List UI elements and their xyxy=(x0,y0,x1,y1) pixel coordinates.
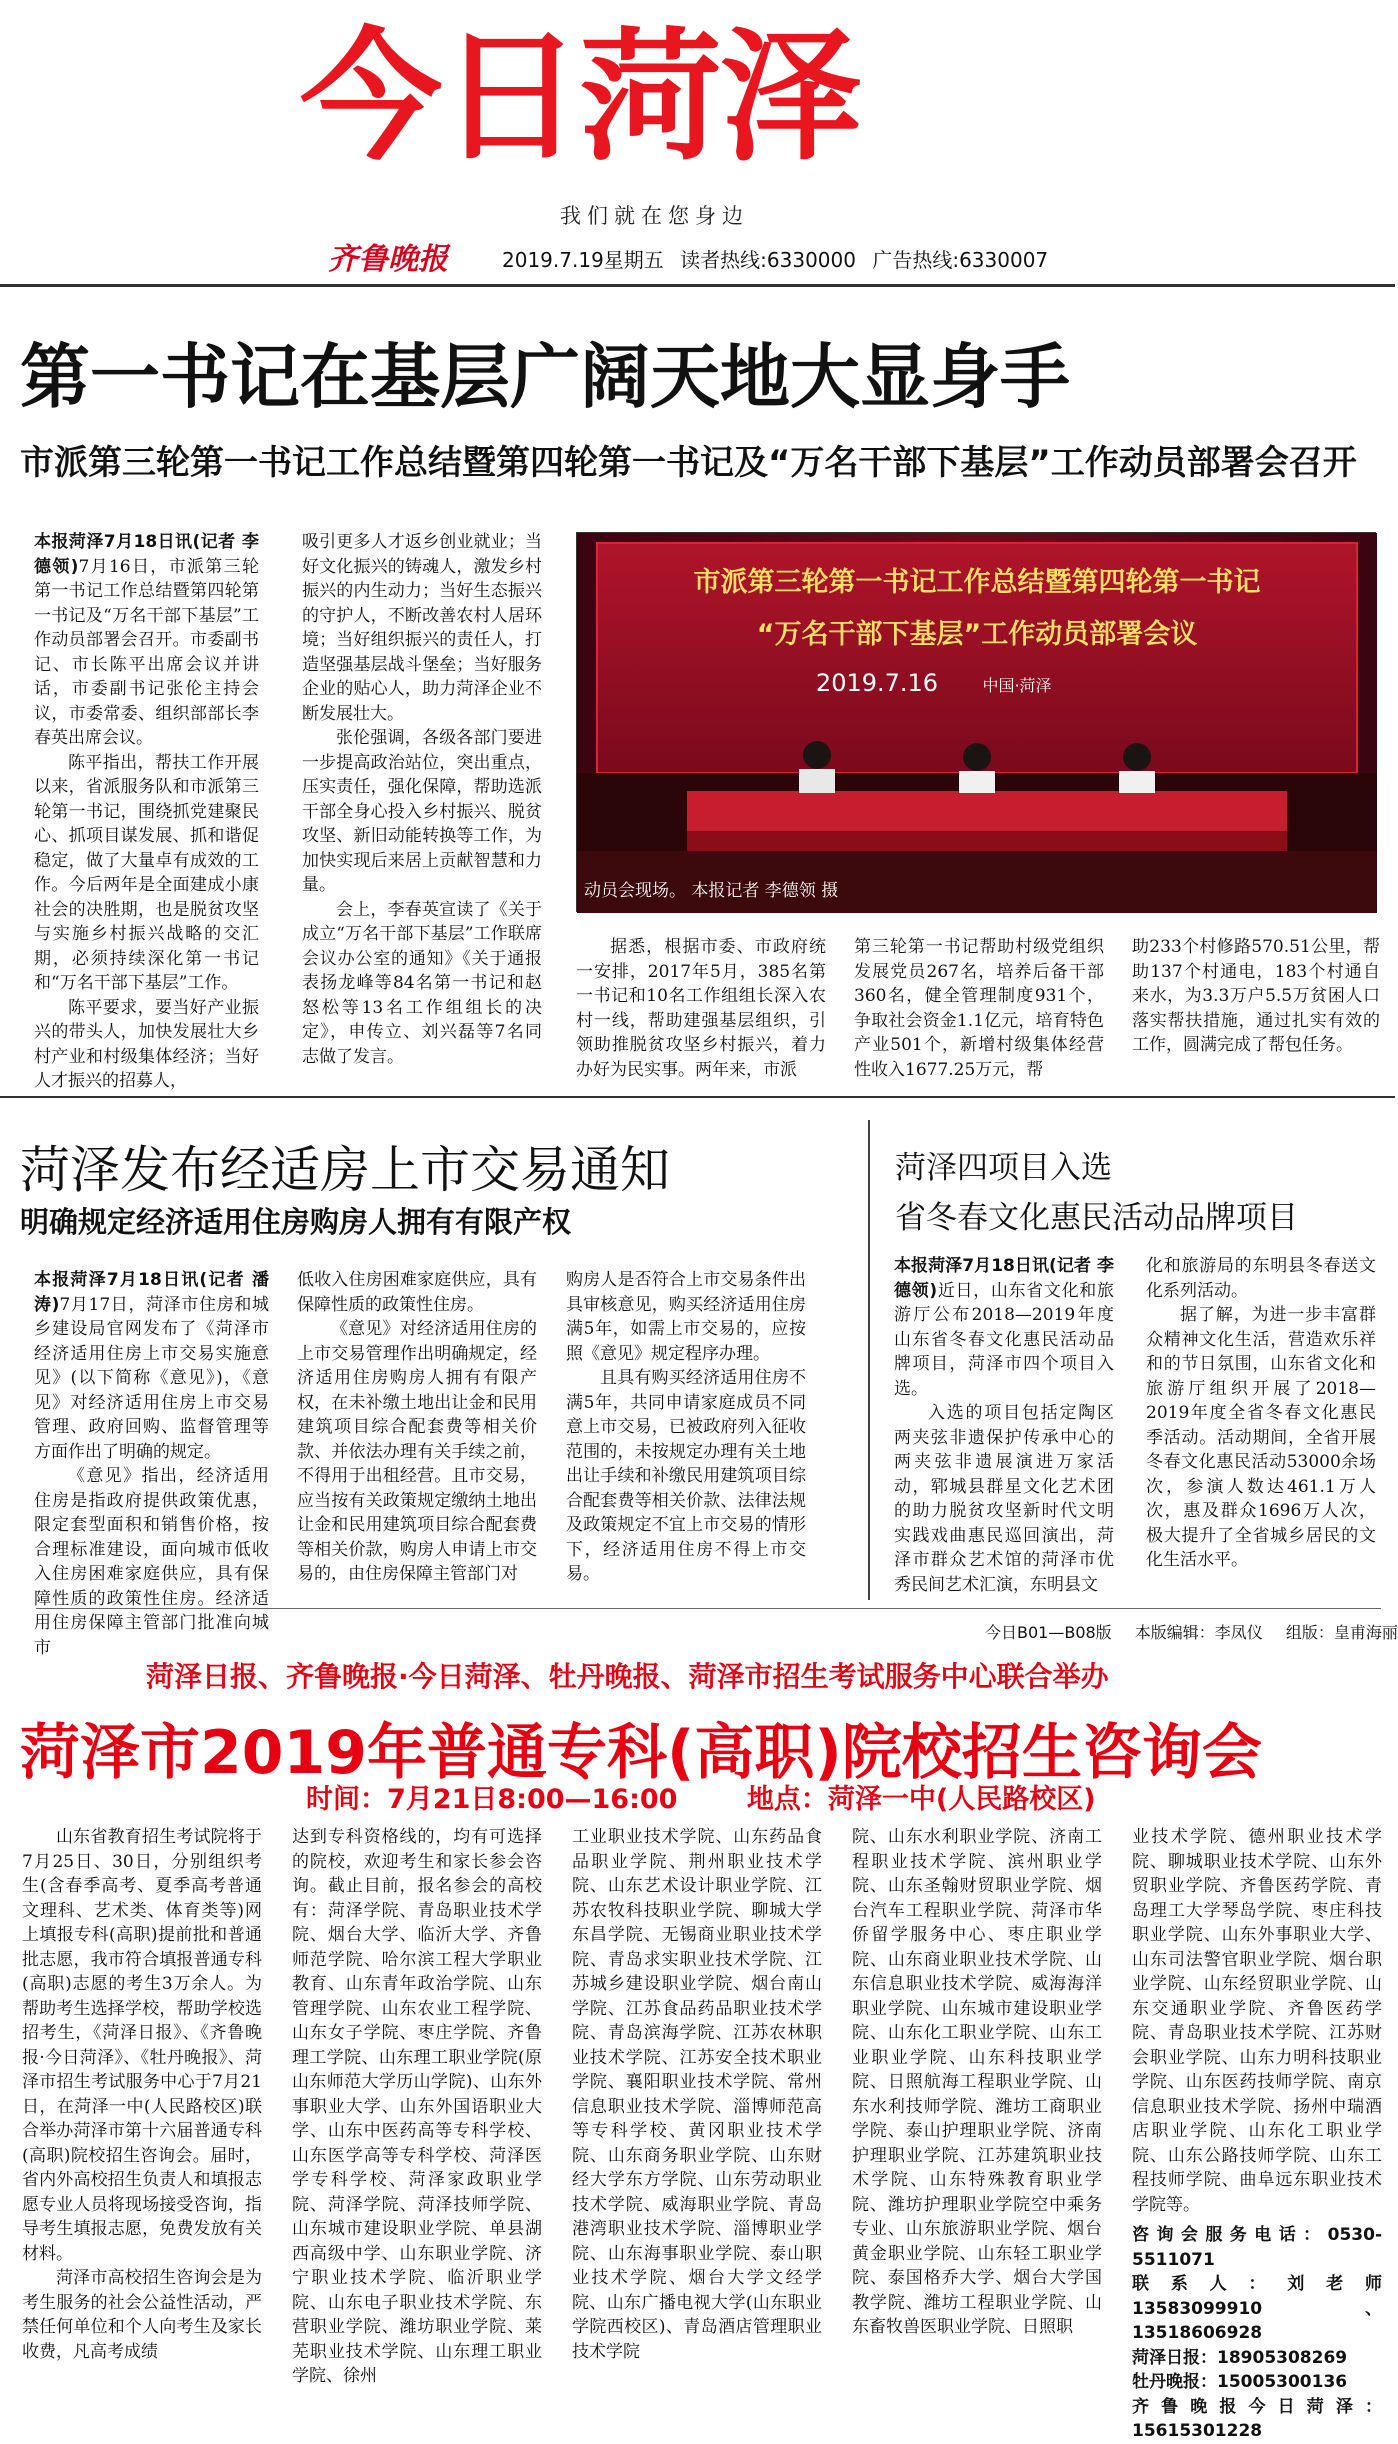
layout-info: 组版：皇甫海丽 xyxy=(1285,1623,1398,1642)
housing-col-1 xyxy=(34,1268,269,1658)
ad-contact-5: 齐鲁晚报今日菏泽：15615301228 xyxy=(1132,2396,1382,2441)
photo-caption: 动员会现场。 本报记者 李德领 摄 xyxy=(584,881,839,901)
lead-col3-text: 据悉，根据市委、市政府统一安排，2017年5月，385名第一书记和10名工作组组长深入农村一线，帮助建强基层组织，引领助推脱贫攻坚乡村振兴，着力办好为民实事。两年来，市派 xyxy=(576,937,826,1080)
culture-col2-text: 化和旅游局的东明县冬春送文化系列活动。 xyxy=(1146,1256,1376,1301)
housing-subhead: 明确规定经济适用住房购房人拥有有限产权 xyxy=(20,1205,572,1239)
lead-col-5 xyxy=(1132,935,1380,1075)
ad-col-4 xyxy=(852,1825,1102,2380)
culture-byline: 本报菏泽7月18日讯(记者 李德领) xyxy=(894,1256,1114,1301)
lead-col1-p3: 陈平要求，要当好产业振兴的带头人，加快发展壮大乡村产业和村级集体经济；当好人才振兴的招募人， xyxy=(34,997,259,1091)
ad-time-place xyxy=(306,1777,1096,1816)
brand-logo: 齐鲁晚报 xyxy=(328,242,448,277)
section-rule xyxy=(0,1096,1395,1098)
housing-byline: 本报菏泽7月18日讯(记者 潘涛) xyxy=(34,1270,269,1315)
photo-banner-2: “万名干部下基层”工作动员部署会议 xyxy=(756,619,1198,650)
ad-col1-text: 山东省教育招生考试院将于7月25日、30日，分别组织考生(含春季高考、夏季高考普通文理科、艺术类、体育类等)网上填报专科(高职)提前批和普通批志愿，我市符合填报普通专科(高职)志愿的考生3万余人。为帮助考生选择学校，帮助学校选招考生，《菏泽日报》、《齐鲁晚报·今日菏泽》、《牡丹晚报》、菏泽市招生考试服务中心于7月21日，在菏泽一中(人民路校区)联合举办菏泽市第十六届普通专科(高职)院校招生咨询会。届时，省内外高校招生负责人和填报志愿专业人员将现场接受咨询，指导考生填报志愿，免费发放有关材料。 xyxy=(22,1827,262,2264)
ad-col5-text: 业技术学院、德州职业技术学院、聊城职业技术学院、山东外贸职业学院、齐鲁医药学院、青岛理工大学琴岛学院、枣庄科技职业学院、山东外事职业大学、山东司法警官职业学院、烟台职业学院、山东经贸职业学院、山东交通职业学院、齐鲁医药学院、青岛职业技术学院、江苏财会职业学院、山东力明科技职业学院、山东医药技师学院、南京信息职业技术学院、扬州中瑞酒店职业学院、山东化工职业学院、山东公路技师学院、山东工程技师学院、曲阜远东职业技术学院等。 xyxy=(1132,1827,1382,2215)
culture-col2-p2: 据了解，为进一步丰富群众精神文化生活，营造欢乐祥和的节日氛围，山东省文化和旅游厅组织开展了2018—2019年度全省冬春文化惠民季活动。活动期间，全省开展冬春文化惠民活动53000余场次，参演人数达461.1万人次，惠及群众1696万人次，极大提升了全省城乡居民的文化生活水平。 xyxy=(1146,1305,1376,1570)
ad-contact-4: 牡丹晚报：15005300136 xyxy=(1132,2372,1348,2392)
culture-col-1 xyxy=(894,1254,1114,1599)
housing-headline: 菏泽发布经适房上市交易通知 xyxy=(20,1141,670,1199)
ad-col-5 xyxy=(1132,1825,1382,2441)
housing-col3-p2: 且具有购买经济适用住房不满5年，共同申请家庭成员不同意上市交易，已被政府列入征收范围的，未按规定办理有关土地出让手续和补缴民用建筑项目综合配套费等相关价款、法律法规及政策规定不宜上市交易的情形下，经济适用住房不得上市交易。 xyxy=(566,1368,806,1584)
edition-info: 今日B01—B08版 xyxy=(985,1623,1112,1642)
ad-col2-text: 达到专科资格线的，均有可选择的院校，欢迎考生和家长参会咨询。截止目前，报名参会的高校有：菏泽学院、青岛职业技术学院、烟台大学、临沂大学、齐鲁师范学院、哈尔滨工程大学职业教育、山东青年政治学院、山东管理学院、山东农业工程学院、山东女子学院、枣庄学院、齐鲁理工学院、山东理工职业学院(原山东师范大学历山学院)、山东外事职业大学、山东外国语职业大学、山东中医药高等专科学校、山东医学高等专科学校、菏泽医学专科学校、菏泽家政职业学院、菏泽学院、菏泽技师学院、山东城市建设职业学院、单县湖西高级中学、山东职业学院、济宁职业技术学院、临沂职业学院、山东电子职业技术学院、东营职业学院、潍坊职业学院、莱芜职业技术学院、山东理工职业学院、徐州 xyxy=(292,1827,542,2386)
housing-col3-text: 购房人是否符合上市交易条件出具审核意见，购买经济适用住房满5年，如需上市交易的，应按照《意见》规定程序办理。 xyxy=(566,1270,806,1364)
housing-col-3 xyxy=(566,1268,806,1598)
ad-contact-1: 咨询会服务电话：0530-5511071 xyxy=(1132,2225,1382,2270)
culture-headline-2: 省冬春文化惠民活动品牌项目 xyxy=(895,1200,1298,1236)
masthead-rule xyxy=(0,284,1395,287)
lead-col1-text: 7月16日，市派第三轮第一书记工作总结暨第四轮第一书记及“万名干部下基层”工作动员部署会召开。市委副书记、市长陈平出席会议并讲话，市委副书记张伦主持会议，市委常委、组织部部长李春英出席会议。 xyxy=(34,556,259,748)
reader-hotline: 读者热线:6330000 xyxy=(680,248,856,272)
speaker-head xyxy=(803,741,831,769)
lead-subhead: 市派第三轮第一书记工作总结暨第四轮第一书记及“万名干部下基层”工作动员部署会召开 xyxy=(20,443,1357,483)
culture-col1-p2: 入选的项目包括定陶区两夹弦非遗保护传承中心的两夹弦非遗展演进万家活动，郓城县群星文化艺术团的助力脱贫攻坚新时代文明实践戏曲惠民巡回演出，菏泽市群众艺术馆的菏泽市优秀民间艺术汇演，东明县文 xyxy=(894,1403,1114,1595)
ad-title: 菏泽市2019年普通专科(高职)院校招生咨询会 xyxy=(20,1718,1262,1788)
ad-col4-text: 院、山东水利职业学院、济南工程职业技术学院、滨州职业学院、山东圣翰财贸职业学院、烟台汽车工程职业学院、菏泽市华侨留学服务中心、枣庄职业学院、山东商业职业技术学院、山东信息职业技术学院、威海海洋职业学院、山东城市建设职业学院、山东化工职业学院、山东工业职业学院、山东科技职业学院、日照航海工程职业学院、山东水利技师学院、潍坊工商职业学院、泰山护理职业学院、济南护理职业学院、江苏建筑职业技术学院、山东特殊教育职业学院、潍坊护理职业学院空中乘务专业、山东旅游职业学院、烟台黄金职业学院、山东轻工职业学院、泰国格乔大学、烟台大学国教学院、潍坊工程职业学院、山东畜牧兽医职业学院、日照职 xyxy=(852,1827,1102,2337)
lead-col2-text: 吸引更多人才返乡创业就业；当好文化振兴的铸魂人，激发乡村振兴的内生动力；当好生态振兴的守护人，不断改善农村人居环境；当好组织振兴的责任人，打造坚强基层战斗堡垒；当好服务企业的贴心人，助力菏泽企业不断发展壮大。 xyxy=(302,532,542,724)
ad-organizers: 菏泽日报、齐鲁晚报·今日菏泽、牡丹晚报、菏泽市招生考试服务中心联合举办 xyxy=(146,1660,1109,1693)
masthead-title: 今日菏泽 xyxy=(300,15,860,180)
page-meta xyxy=(985,1620,1398,1643)
photo-banner-1: 市派第三轮第一书记工作总结暨第四轮第一书记 xyxy=(693,567,1261,598)
podium-table xyxy=(687,791,1287,831)
lead-col2-p2: 张伦强调，各级各部门要进一步提高政治站位，突出重点，压实责任，强化保障，帮助选派干部全身心投入乡村振兴、脱贫攻坚、新旧动能转换等工作，为加快实现后来居上贡献智慧和力量。 xyxy=(302,728,542,895)
housing-col2-p2: 《意见》对经济适用住房的上市交易管理作出明确规定，经济适用住房购房人拥有有限产权，在未补缴土地出让金和民用建筑项目综合配套费等相关价款、并依法办理有关手续之前，不得用于出租经营。且市交易，应当按有关政策规定缴纳土地出让金和民用建筑项目综合配套费等相关价款，购房人申请上市交易的，由住房保障主管部门对 xyxy=(297,1319,537,1584)
ad-col1-p2: 菏泽市高校招生咨询会是为考生服务的社会公益性活动，严禁任何单位和个人向考生及家长收费，凡高考成绩 xyxy=(22,2268,262,2362)
housing-col2-text: 低收入住房困难家庭供应，具有保障性质的政策性住房。 xyxy=(297,1270,537,1315)
lead-col1-p2: 陈平指出，帮扶工作开展以来，省派服务队和市派第三轮第一书记，围绕抓党建聚民心、抓项目谋发展、抓和谐促稳定，做了大量卓有成效的工作。今后两年是全面建成小康社会的决胜期，也是脱贫攻坚与实施乡村振兴战略的交汇期，必须持续深化第一书记和“万名干部下基层”工作。 xyxy=(34,752,259,993)
event-photo xyxy=(576,532,1376,912)
housing-col-2 xyxy=(297,1268,537,1598)
photo-date: 2019.7.16 xyxy=(815,669,939,697)
ad-place: 地点：菏泽一中(人民路校区) xyxy=(746,1784,1096,1815)
masthead-slogan: 我们就在您身边 xyxy=(560,204,749,228)
ad-contact-2: 联系人：刘老师13583099910、13518606928 xyxy=(1132,2274,1382,2343)
dateline xyxy=(502,244,1048,273)
lead-col-3 xyxy=(576,935,826,1080)
lead-col-1 xyxy=(34,530,259,1091)
ad-col-2 xyxy=(292,1825,542,2386)
culture-headline-1: 菏泽四项目入选 xyxy=(895,1150,1112,1186)
speaker-head xyxy=(963,743,991,771)
ad-hotline: 广告热线:6330007 xyxy=(872,248,1049,272)
issue-date: 2019.7.19星期五 xyxy=(502,248,664,272)
ad-time: 时间：7月21日8:00—16:00 xyxy=(306,1784,678,1815)
lead-col4-text: 第三轮第一书记帮助村级党组织发展党员267名，培养后备干部360名，健全管理制度931个，争取社会资金1.1亿元，培育特色产业501个，新增村级集体经营性收入1677.25万元，帮 xyxy=(854,937,1104,1080)
event-photo-svg xyxy=(577,533,1377,913)
culture-col1-text: 近日，山东省文化和旅游厅公布2018—2019年度山东省冬春文化惠民活动品牌项目，菏泽市四个项目入选。 xyxy=(894,1280,1114,1399)
lead-col2-p3: 会上，李春英宣读了《关于成立“万名干部下基层”工作联席会议办公室的通知》《关于通报表扬龙峰等84名第一书记和赵怒松等13名工作组组长的决定》，申传立、刘兴磊等7名同志做了发言。 xyxy=(302,899,542,1067)
ad-col-1 xyxy=(22,1825,262,2380)
lead-col5-text: 助233个村修路570.51公里，帮助137个村通电，183个村通自来水，为3.3万户5.5万贫困人口落实帮扶措施，通过扎实有效的工作，圆满完成了帮包任务。 xyxy=(1132,937,1380,1055)
ad-col3-text: 工业职业技术学院、山东药品食品职业学院、荆州职业技术学院、山东艺术设计职业学院、江苏农牧科技职业学院、聊城大学东昌学院、无锡商业职业技术学院、青岛求实职业技术学院、江苏城乡建设职业学院、烟台南山学院、江苏食品药品职业技术学院、青岛滨海学院、江苏农林职业技术学院、江苏安全技术职业学院、襄阳职业技术学院、常州信息职业技术学院、淄博师范高等专科学校、黄冈职业技术学院、山东商务职业学院、山东财经大学东方学院、山东劳动职业技术学院、威海职业学院、青岛港湾职业技术学院、淄博职业学院、山东海事职业学院、泰山职业技术学院、烟台大学文经学院、山东广播电视大学(山东职业学院西校区)、青岛酒店管理职业技术学院 xyxy=(572,1827,822,2362)
lead-col-4 xyxy=(854,935,1104,1080)
editor-info: 本版编辑：李凤仪 xyxy=(1134,1623,1263,1642)
housing-col1-text: 7月17日，菏泽市住房和城乡建设局官网发布了《菏泽市经济适用住房上市交易实施意见》(以下简称《意见》)，《意见》对经济适用住房上市交易管理、政府回购、监督管理等方面作出了明确的规定。 xyxy=(34,1294,269,1462)
photo-venue: 中国·菏泽 xyxy=(982,676,1052,695)
culture-col-2 xyxy=(1146,1254,1376,1599)
speaker-head xyxy=(1123,743,1151,771)
ad-contact-3: 菏泽日报：18905308269 xyxy=(1132,2347,1348,2368)
housing-col1-p2: 《意见》指出，经济适用住房是指政府提供政策优惠，限定套型面积和销售价格，按合理标准建设，面向城市低收入住房困难家庭供应，具有保障性质的政策性住房。经济适用住房保障主管部门批准向城市 xyxy=(34,1466,269,1658)
meta-rule xyxy=(36,1608,1381,1609)
lead-byline: 本报菏泽7月18日讯(记者 李德领) xyxy=(34,532,259,577)
lead-col-2 xyxy=(302,530,542,1070)
lead-headline: 第一书记在基层广阔天地大显身手 xyxy=(20,336,1070,418)
ad-col-3 xyxy=(572,1825,822,2380)
column-divider xyxy=(868,1120,870,1600)
